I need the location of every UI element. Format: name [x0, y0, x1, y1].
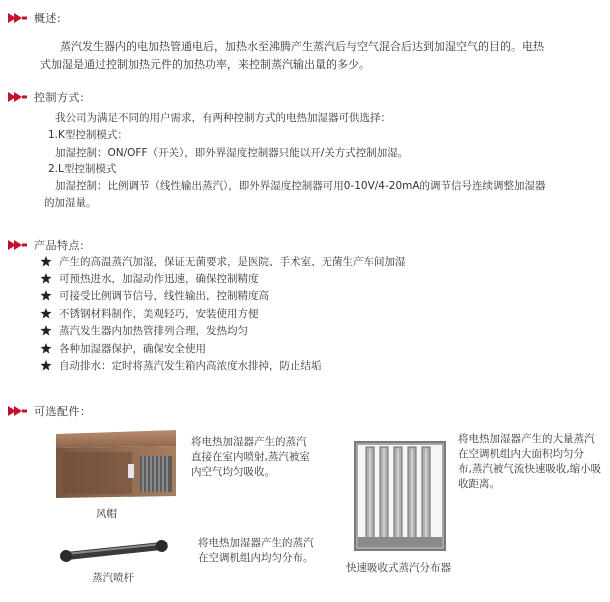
nozzle-desc-1: 将电热加湿器产生的蒸汽: [198, 537, 314, 549]
distributor-desc-2: 在空调机组内大面积均匀分: [458, 448, 584, 460]
nozzle-label: 蒸汽喷杆: [92, 572, 134, 584]
section-title-control: 控制方式:: [34, 91, 85, 104]
distributor-image: [354, 441, 446, 551]
star-bullet-icon: [40, 308, 52, 320]
feature-item: [40, 357, 322, 374]
feature-item: [40, 287, 269, 304]
section-title-features: 产品特点:: [34, 239, 85, 252]
feature-item: [40, 270, 259, 287]
arrow-bullet-icon: [8, 90, 28, 104]
hood-image: [52, 428, 180, 500]
feature-text: 蒸汽发生器内加热管排列合理，发热均匀: [59, 325, 248, 337]
hood-desc-2: 直接在室内喷射,蒸汽被室: [191, 451, 310, 463]
feature-text: 产生的高温蒸汽加湿，保证无菌要求，是医院、手术室、无菌生产车间加湿: [59, 256, 406, 268]
accessories-header: [8, 402, 92, 420]
arrow-bullet-icon: [8, 238, 28, 252]
feature-item: [40, 340, 206, 357]
control-intro: 我公司为满足不同的用户需求，有两种控制方式的电热加湿器可供选择：: [55, 112, 391, 124]
distributor-desc-3: 布,蒸汽被气流快速吸收,缩小吸: [458, 463, 602, 475]
star-bullet-icon: [40, 256, 52, 268]
hood-label: 风帽: [96, 508, 117, 520]
feature-text: 自动排水：定时将蒸汽发生箱内高浓度水排掉，防止结垢: [59, 360, 322, 372]
feature-text: 可预热进水，加湿动作迅速，确保控制精度: [59, 273, 259, 285]
arrow-bullet-icon: [8, 11, 28, 25]
distributor-desc-4: 收距离。: [458, 478, 500, 490]
hood-desc-3: 内空气均匀吸收。: [191, 466, 275, 478]
distributor-label: 快速吸收式蒸汽分布器: [346, 562, 451, 574]
control-k-desc: 加湿控制：ON/OFF（开关），即外界湿度控制器只能以开/关方式控制加湿。: [55, 147, 409, 159]
nozzle-desc-2: 在空调机组内均匀分布。: [198, 552, 314, 564]
star-bullet-icon: [40, 273, 52, 285]
control-k-mode: 1.K型控制模式：: [48, 129, 128, 141]
overview-line-1: 蒸汽发生器内的电加热管通电后，加热水至沸腾产生蒸汽后与空气混合后达到加湿空气的目的。电热: [60, 40, 544, 53]
feature-item: [40, 305, 259, 322]
distributor-desc-1: 将电热加湿器产生的大量蒸汽: [458, 433, 595, 445]
star-bullet-icon: [40, 290, 52, 302]
section-title-accessories: 可选配件：: [34, 405, 92, 418]
feature-text: 可接受比例调节信号，线性输出，控制精度高: [59, 290, 269, 302]
star-bullet-icon: [40, 343, 52, 355]
control-header: [8, 88, 84, 106]
star-bullet-icon: [40, 325, 52, 337]
control-l-mode: 2.L型控制模式: [48, 163, 117, 175]
arrow-bullet-icon: [8, 404, 28, 418]
feature-text: 不锈钢材料制作，美观轻巧，安装使用方便: [59, 308, 259, 320]
feature-text: 各种加湿器保护，确保安全使用: [59, 343, 206, 355]
overview-line-2: 式加湿是通过控制加热元件的加热功率，来控制蒸汽输出量的多少。: [40, 58, 370, 71]
control-l-desc-2: 的加湿量。: [44, 197, 97, 209]
section-title-overview: 概述:: [34, 12, 62, 25]
control-l-desc-1: 加湿控制：比例调节（线性输出蒸汽），即外界湿度控制器可用0-10V/4-20mA的调节信号连续调整加湿器: [55, 180, 546, 192]
hood-desc-1: 将电热加湿器产生的蒸汽: [191, 436, 307, 448]
feature-item: [40, 322, 248, 339]
overview-header: [8, 9, 61, 27]
feature-item: [40, 253, 406, 270]
star-bullet-icon: [40, 360, 52, 372]
nozzle-image: [58, 536, 170, 568]
features-header: [8, 236, 84, 254]
